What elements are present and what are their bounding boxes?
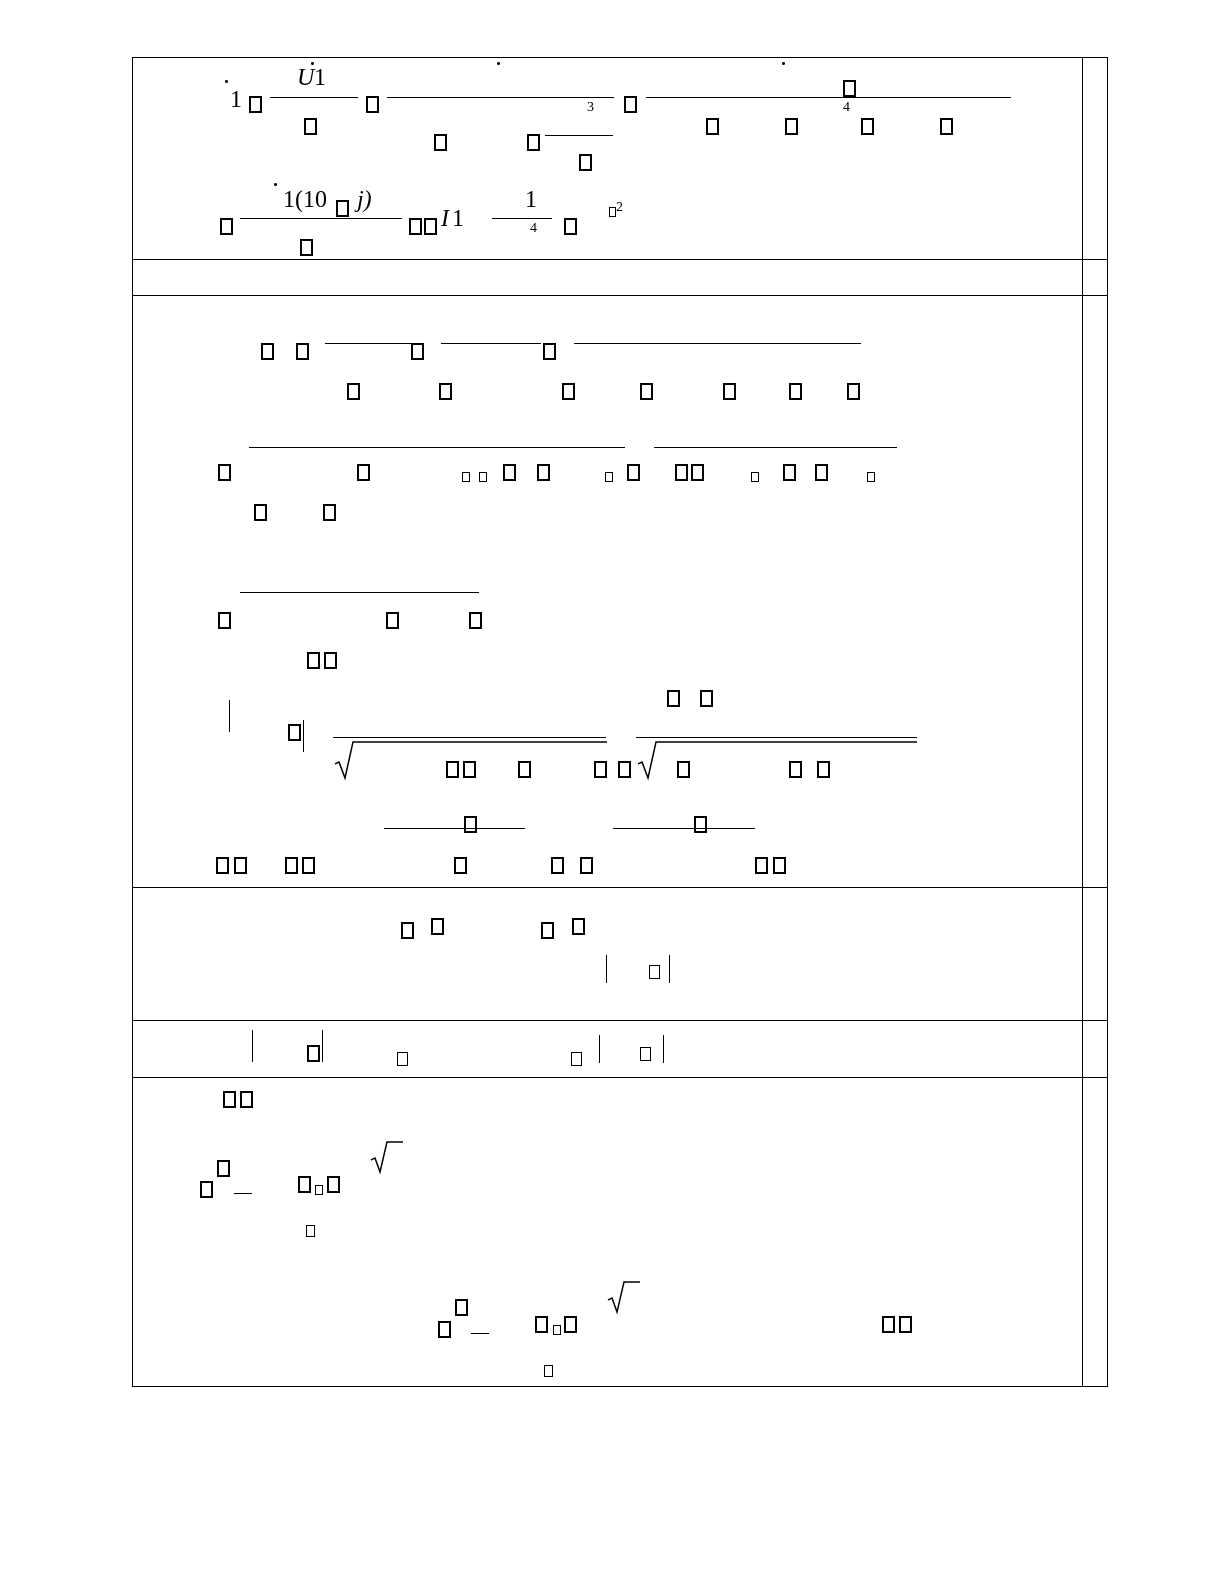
glyph-box	[843, 80, 856, 97]
glyph-box	[667, 690, 680, 707]
glyph-box	[357, 464, 370, 481]
glyph-box	[200, 1181, 213, 1198]
glyph-box	[463, 761, 476, 778]
fraction-bar	[387, 97, 614, 98]
glyph-box	[254, 504, 267, 521]
fraction-bar	[325, 343, 415, 344]
glyph-box	[288, 724, 301, 741]
score-column-divider	[1082, 57, 1083, 1387]
abs-bar	[322, 1030, 323, 1062]
glyph-box	[285, 857, 298, 874]
abs-bar	[252, 1030, 253, 1062]
glyph-box	[817, 761, 830, 778]
glyph-box	[815, 464, 828, 481]
glyph-box	[527, 134, 540, 151]
glyph-box	[462, 472, 470, 482]
fraction-bar	[492, 218, 552, 219]
glyph-box	[640, 383, 653, 400]
fraction-bar	[636, 737, 917, 738]
glyph-box	[216, 857, 229, 874]
fraction-bar	[384, 828, 525, 829]
glyph-box	[675, 464, 688, 481]
abs-bar	[669, 955, 670, 983]
glyph-box	[304, 118, 317, 135]
glyph-box	[366, 96, 379, 113]
glyph-box	[609, 207, 616, 217]
glyph-box	[723, 383, 736, 400]
glyph-box	[424, 218, 437, 235]
row-divider-5	[132, 1077, 1108, 1078]
paren-expr-b: j)	[357, 187, 372, 213]
row-divider-1	[132, 259, 1108, 260]
phasor-dot	[225, 80, 228, 83]
glyph-box	[694, 816, 707, 833]
fraction-bar	[333, 737, 606, 738]
glyph-box	[302, 857, 315, 874]
frac-one-num: 1	[525, 187, 537, 213]
fraction-bar	[240, 218, 402, 219]
glyph-box	[446, 761, 459, 778]
fraction-bar	[441, 343, 541, 344]
fraction-bar	[234, 1193, 252, 1194]
glyph-box	[327, 1176, 340, 1193]
glyph-box	[218, 464, 231, 481]
glyph-box	[627, 464, 640, 481]
glyph-box	[240, 1091, 253, 1108]
glyph-box	[751, 472, 759, 482]
i1-subscript: 1	[230, 87, 242, 113]
glyph-box	[307, 652, 320, 669]
glyph-box	[571, 1052, 582, 1066]
glyph-box	[261, 343, 274, 360]
row-divider-4	[132, 1020, 1108, 1021]
glyph-box	[300, 239, 313, 256]
answer-table-frame	[132, 57, 1108, 1387]
glyph-box	[535, 1316, 548, 1333]
glyph-box	[411, 343, 424, 360]
glyph-box	[706, 118, 719, 135]
glyph-box	[315, 1185, 323, 1195]
glyph-box	[691, 464, 704, 481]
glyph-box	[773, 857, 786, 874]
exponent-4: 4	[843, 100, 850, 115]
phasor-dot	[274, 183, 277, 186]
exponent-2: 2	[616, 200, 623, 215]
fraction-bar	[646, 97, 1011, 98]
fraction-bar	[613, 828, 755, 829]
row-divider-2	[132, 295, 1108, 296]
glyph-box	[454, 857, 467, 874]
glyph-box	[564, 1316, 577, 1333]
row-divider-3	[132, 887, 1108, 888]
glyph-box	[249, 96, 262, 113]
glyph-box	[298, 1176, 311, 1193]
glyph-box	[580, 857, 593, 874]
glyph-box	[562, 383, 575, 400]
exponent-3: 3	[587, 100, 594, 115]
phasor-dot	[782, 62, 785, 65]
glyph-box	[306, 1225, 315, 1237]
glyph-box	[700, 690, 713, 707]
glyph-box	[537, 464, 550, 481]
glyph-box	[464, 816, 477, 833]
glyph-box	[677, 761, 690, 778]
glyph-box	[544, 1365, 553, 1377]
glyph-box	[431, 918, 444, 935]
i-label: I	[441, 206, 449, 232]
glyph-box	[783, 464, 796, 481]
glyph-box	[572, 918, 585, 935]
fraction-bar	[574, 343, 861, 344]
fraction-bar	[270, 97, 358, 98]
glyph-box	[434, 134, 447, 151]
glyph-box	[789, 761, 802, 778]
abs-bar	[229, 700, 230, 732]
glyph-box	[618, 761, 631, 778]
frac-one-den: 4	[530, 221, 537, 236]
glyph-box	[324, 652, 337, 669]
glyph-box	[439, 383, 452, 400]
glyph-box	[503, 464, 516, 481]
fraction-bar	[654, 447, 897, 448]
glyph-box	[386, 612, 399, 629]
glyph-box	[218, 612, 231, 629]
paren-expr-a: 1(10	[283, 187, 327, 213]
fraction-bar	[471, 1333, 489, 1334]
glyph-box	[541, 922, 554, 939]
glyph-box	[469, 612, 482, 629]
abs-bar	[599, 1035, 600, 1063]
glyph-box	[882, 1316, 895, 1333]
glyph-box	[223, 1091, 236, 1108]
glyph-box	[789, 383, 802, 400]
glyph-box	[409, 218, 422, 235]
glyph-box	[847, 383, 860, 400]
abs-bar	[663, 1035, 664, 1063]
glyph-box	[397, 1052, 408, 1066]
glyph-box	[867, 472, 875, 482]
glyph-box	[479, 472, 487, 482]
glyph-box	[649, 965, 660, 979]
glyph-box	[861, 118, 874, 135]
u1-numerator: U	[297, 65, 315, 91]
sqrt-sign	[607, 1280, 643, 1314]
glyph-box	[940, 118, 953, 135]
sqrt-sign	[370, 1140, 406, 1174]
glyph-box	[785, 118, 798, 135]
glyph-box	[640, 1047, 651, 1061]
fraction-bar	[240, 592, 479, 593]
abs-bar	[606, 955, 607, 983]
glyph-box	[899, 1316, 912, 1333]
fraction-bar	[249, 447, 625, 448]
glyph-box	[553, 1325, 561, 1335]
glyph-box	[594, 761, 607, 778]
u1-sub: 1	[314, 65, 326, 91]
glyph-box	[217, 1160, 230, 1177]
glyph-box	[307, 1045, 320, 1062]
glyph-box	[401, 922, 414, 939]
glyph-box	[438, 1321, 451, 1338]
glyph-box	[234, 857, 247, 874]
abs-bar	[303, 720, 304, 752]
glyph-box	[624, 96, 637, 113]
glyph-box	[605, 472, 613, 482]
i-sub: 1	[452, 206, 464, 232]
glyph-box	[518, 761, 531, 778]
glyph-box	[455, 1299, 468, 1316]
glyph-box	[347, 383, 360, 400]
glyph-box	[564, 218, 577, 235]
glyph-box	[220, 218, 233, 235]
glyph-box	[336, 200, 349, 217]
fraction-bar	[545, 135, 613, 136]
glyph-box	[323, 504, 336, 521]
glyph-box	[755, 857, 768, 874]
phasor-dot	[497, 62, 500, 65]
glyph-box	[551, 857, 564, 874]
glyph-box	[543, 343, 556, 360]
glyph-box	[579, 154, 592, 171]
glyph-box	[296, 343, 309, 360]
